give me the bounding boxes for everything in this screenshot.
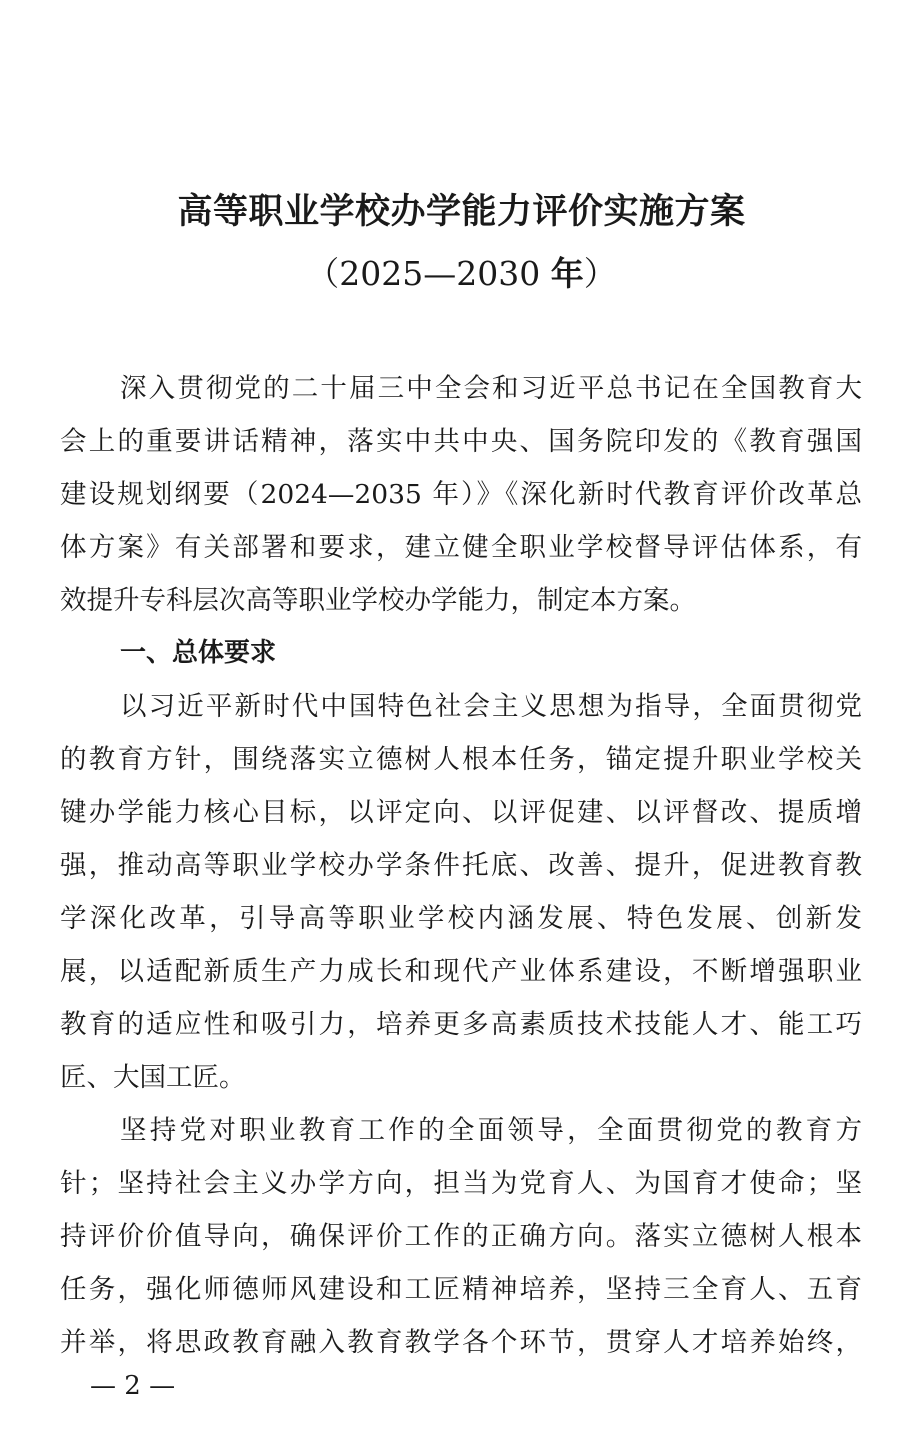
paragraph-line: 体方案》有关部署和要求，建立健全职业学校督导评估体系，有: [60, 532, 862, 563]
paragraph-line: 的教育方针，围绕落实立德树人根本任务，锚定提升职业学校关: [60, 744, 862, 775]
paragraph-line: 深入贯彻党的二十届三中全会和习近平总书记在全国教育大: [120, 373, 862, 404]
paragraph-line: 展，以适配新质生产力成长和现代产业体系建设，不断增强职业: [60, 956, 862, 987]
paragraph-3: [60, 1104, 862, 1369]
paragraph-1: [60, 362, 862, 627]
subtitle-close: ）: [583, 254, 617, 293]
document-subtitle: [0, 246, 923, 302]
paragraph-line: 建设规划纲要（2024—2035 年）》《深化新时代教育评价改革总: [60, 479, 862, 510]
section-heading: 一、总体要求: [120, 638, 277, 668]
page-number: — 2 —: [90, 1371, 176, 1401]
paragraph-line: 持评价价值导向，确保评价工作的正确方向。落实立德树人根本: [60, 1221, 862, 1252]
paragraph-line: 效提升专科层次高等职业学校办学能力，制定本方案。: [60, 585, 696, 616]
document-title: 高等职业学校办学能力评价实施方案: [177, 192, 746, 232]
paragraph-2: [60, 680, 862, 1104]
paragraph-line: 教育的适应性和吸引力，培养更多高素质技术技能人才、能工巧: [60, 1009, 862, 1040]
paragraph-line: 针；坚持社会主义办学方向，担当为党育人、为国育才使命；坚: [60, 1168, 862, 1199]
document-body: [60, 362, 862, 1369]
paragraph-line: 以习近平新时代中国特色社会主义思想为指导，全面贯彻党: [120, 691, 862, 722]
paragraph-line: 会上的重要讲话精神，落实中共中央、国务院印发的《教育强国: [60, 426, 862, 457]
subtitle-open: （2025—2030: [306, 254, 551, 293]
paragraph-line: 任务，强化师德师风建设和工匠精神培养，坚持三全育人、五育: [60, 1274, 862, 1305]
paragraph-line: 坚持党对职业教育工作的全面领导，全面贯彻党的教育方: [120, 1115, 862, 1146]
paragraph-line: 强，推动高等职业学校办学条件托底、改善、提升，促进教育教: [60, 850, 862, 881]
subtitle-year: 年: [550, 254, 584, 293]
paragraph-line: 匠、大国工匠。: [60, 1062, 246, 1093]
paragraph-line: 并举，将思政教育融入教育教学各个环节，贯穿人才培养始终，: [60, 1327, 862, 1358]
paragraph-line: 键办学能力核心目标，以评定向、以评促建、以评督改、提质增: [60, 797, 862, 828]
paragraph-line: 学深化改革，引导高等职业学校内涵发展、特色发展、创新发: [60, 903, 862, 934]
